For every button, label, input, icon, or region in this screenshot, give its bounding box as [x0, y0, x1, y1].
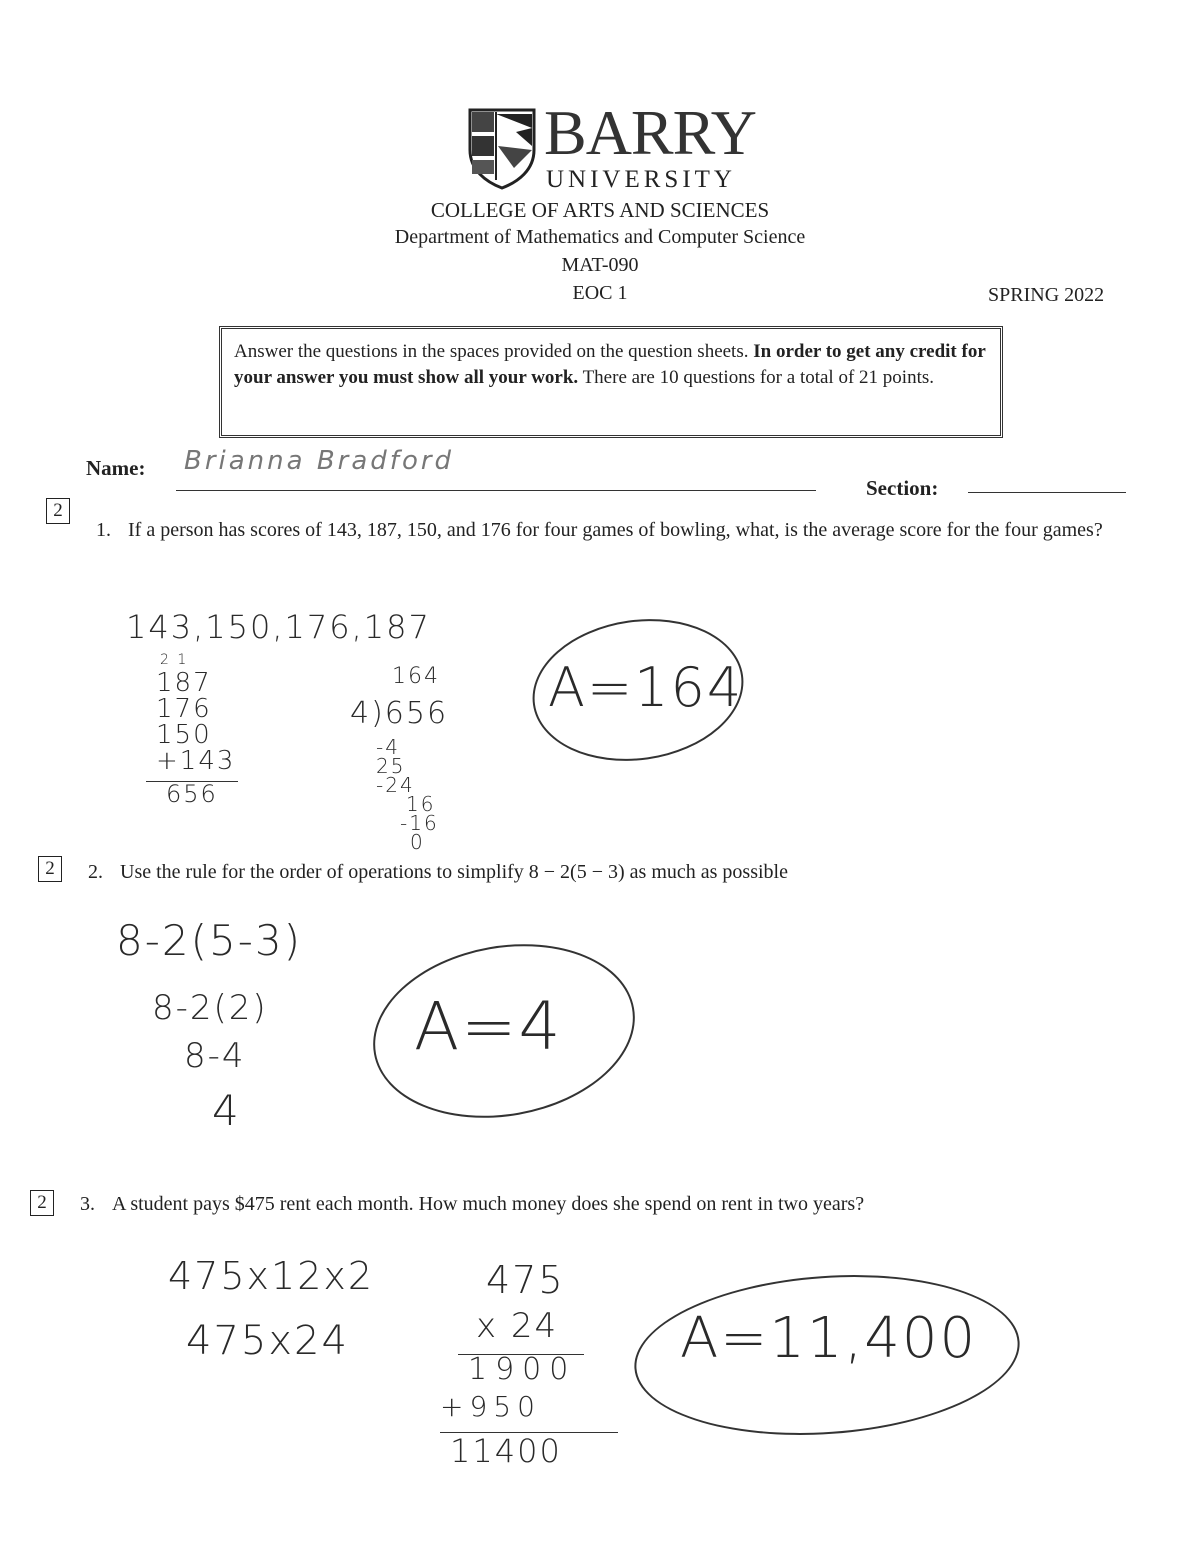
university-logo	[466, 97, 766, 194]
work-quotient: 164	[392, 664, 440, 689]
answer-text: A=11,400	[680, 1306, 978, 1371]
student-name: Brianna Bradford	[184, 446, 455, 476]
department-name: Department of Mathematics and Computer Science	[394, 226, 806, 248]
question-text: A student pays $475 rent each month. How much money does she spend on rent in two years?	[112, 1193, 865, 1215]
logo-subtitle: UNIVERSITY	[546, 166, 736, 193]
work-sum: 656	[166, 780, 218, 808]
answer-text: A=164	[548, 656, 744, 719]
college-name: COLLEGE OF ARTS AND SCIENCES	[430, 198, 770, 222]
instructions-text: Answer the questions in the spaces provided on the question sheets.	[234, 341, 754, 362]
points-box: 2	[38, 856, 62, 882]
name-line	[176, 490, 816, 491]
section-label: Section:	[866, 476, 939, 500]
work-division: 4)656	[350, 696, 449, 731]
instructions-text-end: There are 10 questions for a total of 21 points.	[578, 367, 934, 388]
shield-icon	[466, 106, 538, 190]
question-text: Use the rule for the order of operations to simplify 8 − 2(5 − 3) as much as possible	[120, 861, 788, 883]
question-number: 2.	[88, 861, 103, 883]
work-step: 8-4	[184, 1036, 246, 1076]
exam-title: EOC 1	[572, 282, 628, 304]
work-line: 475x24	[186, 1318, 349, 1364]
work-step: 8-2(2)	[152, 988, 268, 1028]
work-addition: 187 176 150 +143	[156, 668, 236, 776]
instructions-bold: In order to get any credit for your answer you must show all your work.	[234, 341, 986, 388]
name-label: Name:	[86, 456, 146, 480]
work-step: 4	[212, 1086, 241, 1135]
instructions-box	[219, 326, 1003, 438]
work-line: 475x12x2	[168, 1254, 375, 1298]
work-list: 143,150,176,187	[126, 608, 431, 646]
partial-product: 1900	[468, 1352, 577, 1387]
logo-title: BARRY	[544, 97, 756, 168]
mult-by: x 24	[476, 1306, 559, 1346]
question-number: 1.	[96, 519, 111, 541]
question-text: If a person has scores of 143, 187, 150, and 176 for four games of bowling, what, is the average score for the four games?	[128, 519, 1103, 541]
question-number: 3.	[80, 1193, 95, 1215]
points-box: 2	[30, 1190, 54, 1216]
course-code: MAT-090	[561, 254, 639, 276]
term-label: SPRING 2022	[988, 284, 1105, 306]
points-box: 2	[46, 498, 70, 524]
section-line	[968, 492, 1126, 493]
answer-text: A=4	[414, 988, 563, 1065]
work-carry: 2 1	[160, 652, 189, 668]
partial-product: +950	[440, 1390, 541, 1423]
mult-top: 475	[486, 1258, 565, 1302]
product: 11400	[450, 1432, 562, 1470]
work-step: 8-2(5-3)	[116, 916, 302, 965]
work-division-steps: -4 25 -24 16 -16 0	[376, 735, 439, 854]
